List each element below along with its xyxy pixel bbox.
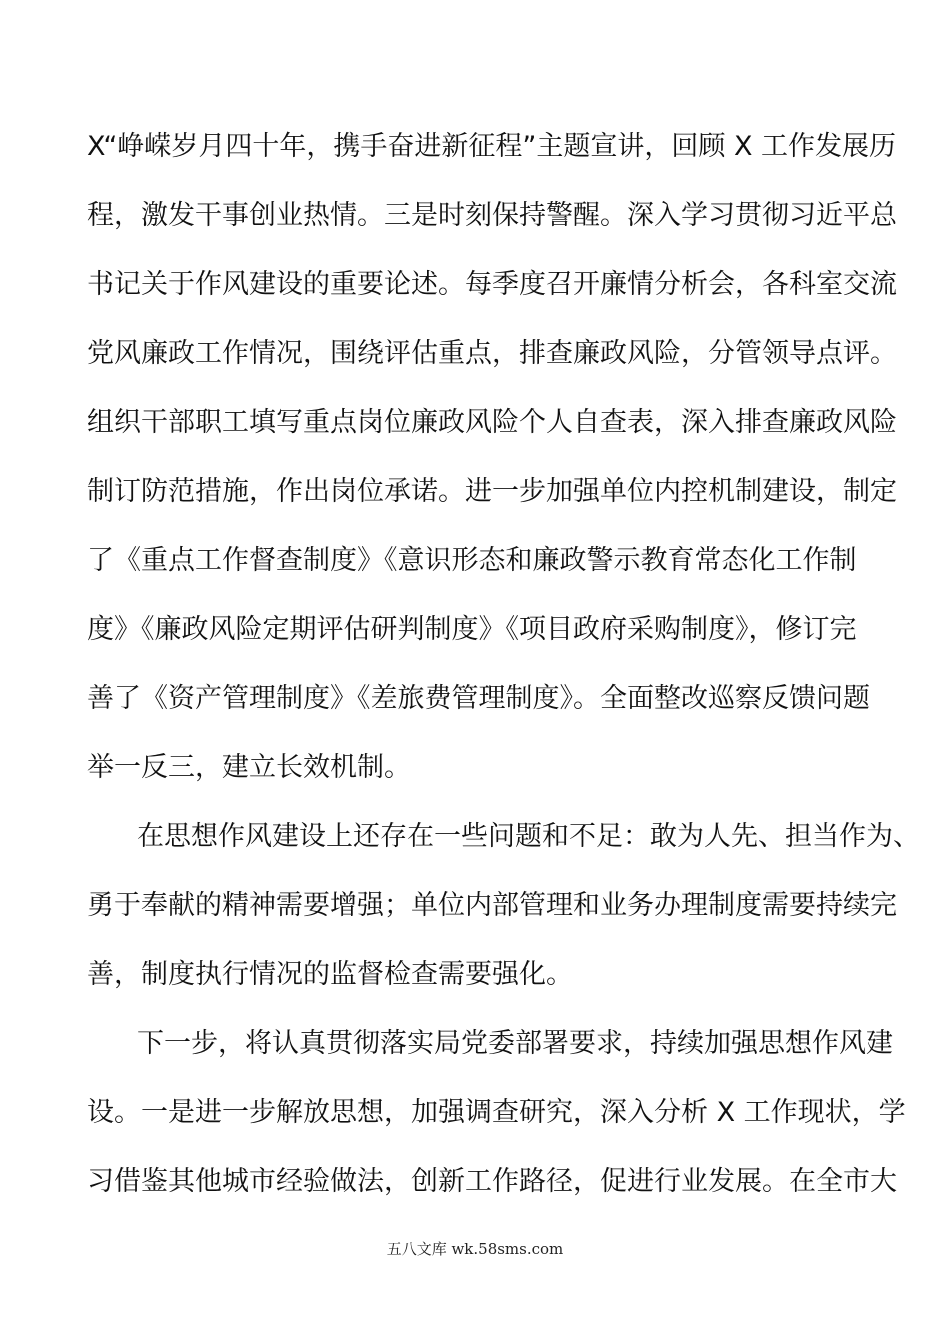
text-line: 书记关于作风建设的重要论述。每季度召开廉情分析会，各科室交流 xyxy=(87,269,897,300)
document-body xyxy=(87,118,920,1222)
footer-watermark: 五八文库 wk.58sms.com xyxy=(386,1240,564,1258)
text-line: 举一反三，建立长效机制。 xyxy=(87,752,411,783)
text-line: 了《重点工作督查制度》《意识形态和廉政警示教育常态化工作制 xyxy=(87,545,857,576)
paragraph-first-line: 在思想作风建设上还存在一些问题和不足：敢为人先、担当作为、 xyxy=(137,821,920,852)
text-line: 善了《资产管理制度》《差旅费管理制度》。全面整改巡察反馈问题 xyxy=(87,683,870,714)
text-line: 习借鉴其他城市经验做法，创新工作路径，促进行业发展。在全市大 xyxy=(87,1166,897,1197)
text-line: 度》《廉政风险定期评估研判制度》《项目政府采购制度》，修订完 xyxy=(87,614,857,645)
text-line: 设。一是进一步解放思想，加强调查研究，深入分析 X 工作现状，学 xyxy=(87,1097,906,1128)
text-line: X“峥嵘岁月四十年，携手奋进新征程”主题宣讲，回顾 X 工作发展历 xyxy=(87,131,897,162)
text-line: 党风廉政工作情况，围绕评估重点，排查廉政风险，分管领导点评。 xyxy=(87,338,897,369)
text-line: 善，制度执行情况的监督检查需要强化。 xyxy=(87,959,573,990)
text-line: 勇于奉献的精神需要增强；单位内部管理和业务办理制度需要持续完 xyxy=(87,890,897,921)
text-line: 组织干部职工填写重点岗位廉政风险个人自查表，深入排查廉政风险 xyxy=(87,407,897,438)
text-line: 程，激发干事创业热情。三是时刻保持警醒。深入学习贯彻习近平总 xyxy=(87,200,897,231)
paragraph-first-line: 下一步，将认真贯彻落实局党委部署要求，持续加强思想作风建 xyxy=(137,1028,893,1059)
text-line: 制订防范措施，作出岗位承诺。进一步加强单位内控机制建设，制定 xyxy=(87,476,897,507)
